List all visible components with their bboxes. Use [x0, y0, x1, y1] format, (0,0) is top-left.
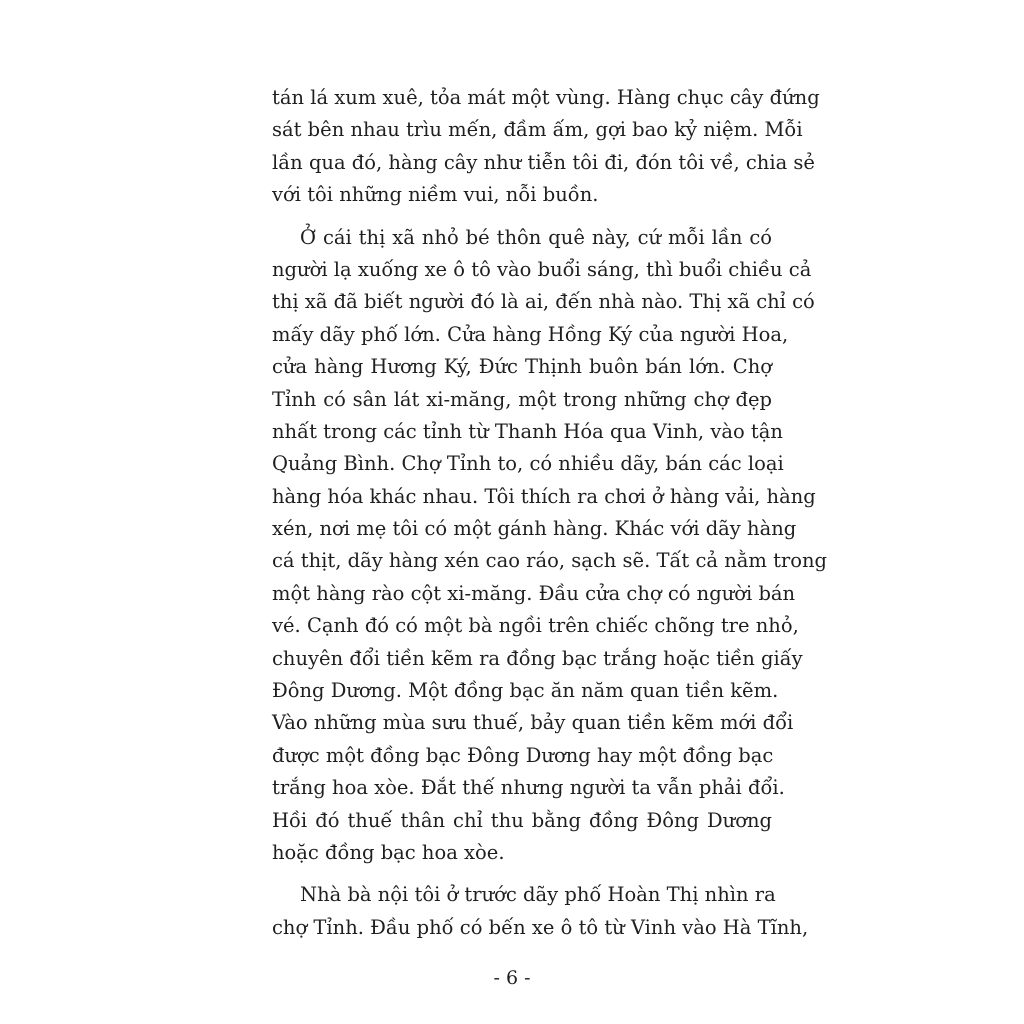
- text-line: cá thịt, dãy hàng xén cao ráo, sạch sẽ. Tất cả nằm trong: [272, 549, 828, 573]
- body-text: [272, 82, 828, 944]
- text-line: mấy dãy phố lớn. Cửa hàng Hồng Ký của người Hoa,: [272, 322, 789, 346]
- text-line: chợ Tỉnh. Đầu phố có bến xe ô tô từ Vinh vào Hà Tĩnh,: [272, 915, 809, 939]
- page-number: - 6 -: [493, 967, 531, 989]
- text-line: với tôi những niềm vui, nỗi buồn.: [272, 183, 599, 207]
- paragraph-gap: [272, 869, 772, 879]
- text-line: được một đồng bạc Đông Dương hay một đồng bạc: [272, 743, 774, 767]
- text-line: cửa hàng Hương Ký, Đức Thịnh buôn bán lớn. Chợ: [272, 355, 772, 379]
- text-line: Quảng Bình. Chợ Tỉnh to, có nhiều dãy, bán các loại: [272, 452, 784, 476]
- text-line: hàng hóa khác nhau. Tôi thích ra chơi ở hàng vải, hàng: [272, 484, 816, 508]
- paragraph-gap: [272, 212, 772, 222]
- text-line: hoặc đồng bạc hoa xòe.: [272, 840, 505, 864]
- text-line: Vào những mùa sưu thuế, bảy quan tiền kẽm mới đổi: [272, 711, 794, 735]
- text-line: nhất trong các tỉnh từ Thanh Hóa qua Vinh, vào tận: [272, 419, 783, 443]
- text-line: Tỉnh có sân lát xi-măng, một trong những chợ đẹp: [272, 387, 772, 411]
- text-line: Hồi đó thuế thân chỉ thu bằng đồng Đông Dương: [272, 808, 772, 832]
- text-line: Đông Dương. Một đồng bạc ăn năm quan tiền kẽm.: [272, 679, 779, 703]
- text-line: một hàng rào cột xi-măng. Đầu cửa chợ có người bán: [272, 581, 796, 605]
- text-line: chuyên đổi tiền kẽm ra đồng bạc trắng hoặc tiền giấy: [272, 646, 803, 670]
- text-line: xén, nơi mẹ tôi có một gánh hàng. Khác với dãy hàng: [272, 517, 797, 541]
- text-line: vé. Cạnh đó có một bà ngồi trên chiếc chõng tre nhỏ,: [272, 614, 799, 638]
- text-line: trắng hoa xòe. Đắt thế nhưng người ta vẫn phải đổi.: [272, 776, 785, 800]
- text-line: tán lá xum xuê, tỏa mát một vùng. Hàng chục cây đứng: [272, 86, 820, 109]
- text-line: thị xã đã biết người đó là ai, đến nhà nào. Thị xã chỉ có: [272, 290, 815, 314]
- text-line: sát bên nhau trìu mến, đầm ấm, gợi bao kỷ niệm. Mỗi: [272, 118, 803, 142]
- text-line: người lạ xuống xe ô tô vào buổi sáng, thì buổi chiều cả: [272, 257, 812, 281]
- text-line: Ở cái thị xã nhỏ bé thôn quê này, cứ mỗi lần có: [300, 225, 772, 249]
- text-line: lần qua đó, hàng cây như tiễn tôi đi, đón tôi về, chia sẻ: [272, 150, 815, 174]
- text-line: Nhà bà nội tôi ở trước dãy phố Hoàn Thị nhìn ra: [300, 883, 776, 907]
